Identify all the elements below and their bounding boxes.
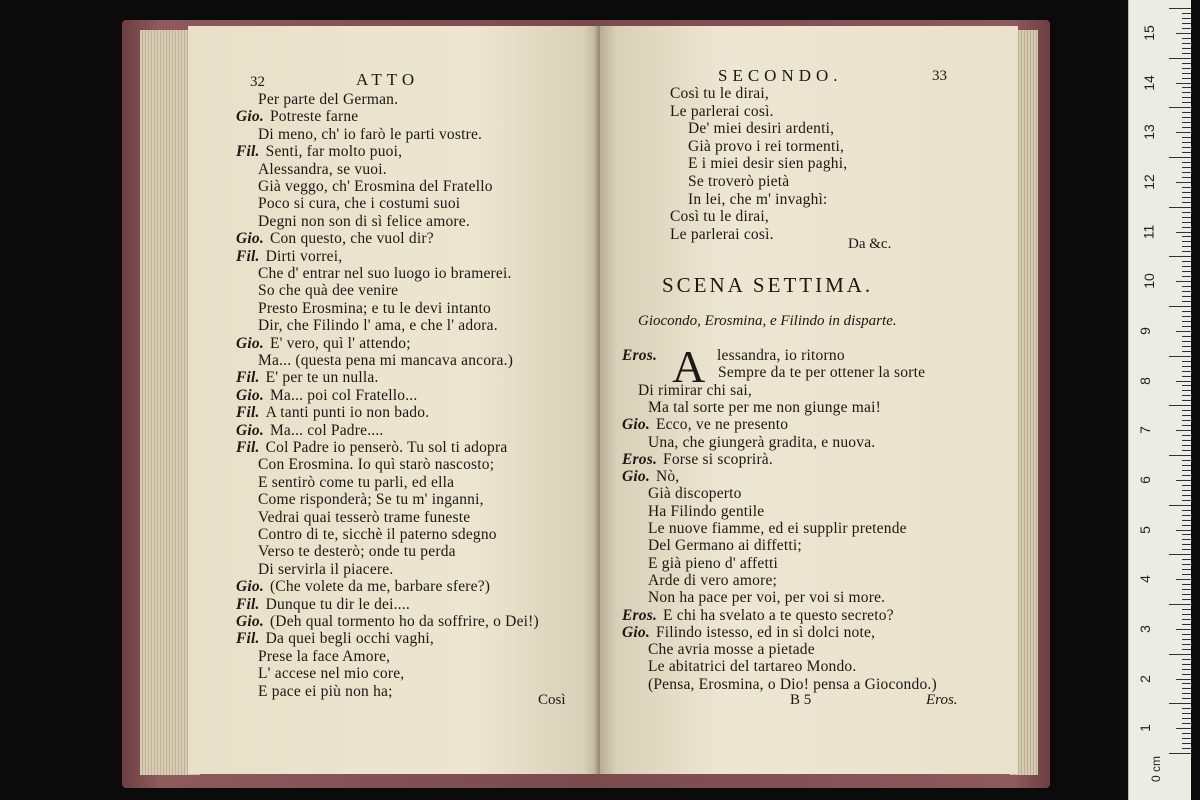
line-text: lessandra, io ritorno xyxy=(717,347,845,364)
speaker-label: Gio. xyxy=(236,421,264,439)
ruler-tick xyxy=(1182,713,1191,714)
ruler-tick xyxy=(1182,525,1191,526)
line-text: Potreste farne xyxy=(269,108,359,126)
ruler-tick xyxy=(1182,619,1191,620)
ruler-tick xyxy=(1182,162,1191,163)
ruler-tick xyxy=(1182,415,1191,416)
ruler-tick xyxy=(1182,584,1191,585)
speaker-label: Gio. xyxy=(236,108,264,126)
ruler-tick xyxy=(1182,271,1191,272)
ruler-tick xyxy=(1182,683,1191,684)
ruler-tick xyxy=(1182,212,1191,213)
ruler-tick xyxy=(1182,236,1191,237)
ruler-tick xyxy=(1182,48,1191,49)
ruler-tick xyxy=(1182,87,1191,88)
line-text: Ecco, ve ne presento xyxy=(655,416,789,434)
speaker-label: Gio. xyxy=(622,468,650,486)
signature-mark: B 5 xyxy=(790,692,812,708)
ruler-tick xyxy=(1182,500,1191,501)
line-text: Del Germano ai diffetti; xyxy=(648,537,802,555)
ruler-tick xyxy=(1182,63,1191,64)
line-text: Ma... poi col Fratello... xyxy=(269,386,418,404)
line-text: Sempre da te per ottener la sorte xyxy=(718,364,926,382)
ruler-tick xyxy=(1182,490,1191,491)
ruler-tick xyxy=(1182,102,1191,103)
measurement-ruler xyxy=(1128,0,1191,800)
ruler-tick xyxy=(1182,450,1191,451)
ruler-tick xyxy=(1182,371,1191,372)
ruler-tick xyxy=(1182,659,1191,660)
ruler-tick xyxy=(1176,182,1191,183)
speaker-label: Gio. xyxy=(622,623,650,641)
ruler-tick xyxy=(1182,589,1191,590)
ruler-tick xyxy=(1182,733,1191,734)
line-text: Dunque tu dir le dei.... xyxy=(265,595,410,613)
ruler-tick xyxy=(1182,197,1191,198)
ruler-number: 15 xyxy=(1140,25,1157,41)
ruler-tick xyxy=(1169,604,1191,605)
ruler-number: 13 xyxy=(1140,124,1157,140)
line-text: Dir, che Filindo l' ama, e che l' adora. xyxy=(258,317,498,335)
right-page xyxy=(600,26,1018,774)
da-capo-mark: Da &c. xyxy=(848,236,892,252)
running-title-left: ATTO xyxy=(356,70,420,89)
ruler-number: 1 xyxy=(1136,724,1153,733)
ruler-tick xyxy=(1169,8,1191,9)
ruler-tick xyxy=(1176,83,1191,84)
ruler-tick xyxy=(1169,654,1191,655)
line-text: Col Padre io penserò. Tu sol ti adopra xyxy=(265,439,508,456)
aria-line: Così tu le dirai, xyxy=(670,208,769,226)
ruler-tick xyxy=(1169,256,1191,257)
line-text: Non ha pace per voi, per voi si more. xyxy=(648,589,886,607)
ruler-tick xyxy=(1176,33,1191,34)
ruler-tick xyxy=(1169,356,1191,357)
ruler-tick xyxy=(1182,599,1191,600)
ruler-tick xyxy=(1182,43,1191,44)
page-number-right: 33 xyxy=(932,68,947,84)
ruler-tick xyxy=(1182,68,1191,69)
line-text: Per parte del German. xyxy=(258,91,399,108)
line-text: Ha Filindo gentile xyxy=(648,502,765,520)
ruler-tick xyxy=(1182,649,1191,650)
ruler-tick xyxy=(1182,569,1191,570)
line-text: Le nuove fiamme, ed ei supplir pretende xyxy=(648,520,907,537)
ruler-tick xyxy=(1182,172,1191,173)
ruler-tick xyxy=(1182,341,1191,342)
speaker-label: Gio. xyxy=(236,334,264,352)
line-text: Ma tal sorte per me non giunge mai! xyxy=(648,398,881,416)
ruler-tick xyxy=(1182,78,1191,79)
ruler-tick xyxy=(1182,723,1191,724)
scene-cast: Giocondo, Erosmina, e Filindo in disparte. xyxy=(638,313,897,329)
ruler-tick xyxy=(1182,624,1191,625)
speaker-label: Fil. xyxy=(236,630,260,648)
ruler-tick xyxy=(1182,698,1191,699)
ruler-tick xyxy=(1182,147,1191,148)
ruler-tick xyxy=(1182,127,1191,128)
ruler-number: 7 xyxy=(1136,426,1153,435)
ruler-tick xyxy=(1169,505,1191,506)
ruler-tick xyxy=(1182,475,1191,476)
ruler-tick xyxy=(1182,311,1191,312)
aria-line: Già provo i rei tormenti, xyxy=(688,137,845,155)
ruler-tick xyxy=(1182,361,1191,362)
line-text: Con questo, che vuol dir? xyxy=(269,230,434,248)
aria-line: Le parlerai così. xyxy=(670,225,774,243)
ruler-tick xyxy=(1182,97,1191,98)
ruler-tick xyxy=(1182,92,1191,93)
ruler-tick xyxy=(1182,634,1191,635)
ruler-tick xyxy=(1182,366,1191,367)
line-text: Con Erosmina. Io quì starò nascosto; xyxy=(258,456,495,474)
ruler-tick xyxy=(1182,296,1191,297)
ruler-tick xyxy=(1169,157,1191,158)
ruler-tick xyxy=(1182,395,1191,396)
ruler-tick xyxy=(1182,336,1191,337)
ruler-tick xyxy=(1182,167,1191,168)
speaker-label: Eros. xyxy=(622,450,658,468)
ruler-tick xyxy=(1182,688,1191,689)
ruler-tick xyxy=(1182,251,1191,252)
line-text: L' accese nel mio core, xyxy=(258,665,405,683)
running-title-right: SECONDO. xyxy=(718,66,843,85)
ruler-tick xyxy=(1182,460,1191,461)
ruler-tick xyxy=(1182,38,1191,39)
ruler-tick xyxy=(1182,117,1191,118)
line-text: Senti, far molto puoi, xyxy=(265,143,403,161)
ruler-tick xyxy=(1182,261,1191,262)
ruler-tick xyxy=(1182,18,1191,19)
ruler-tick xyxy=(1182,351,1191,352)
ruler-tick xyxy=(1176,132,1191,133)
line-text: E sentirò come tu parli, ed ella xyxy=(258,473,455,491)
line-text: Già veggo, ch' Erosmina del Fratello xyxy=(258,178,493,195)
ruler-tick xyxy=(1182,564,1191,565)
speaker-label: Fil. xyxy=(236,595,260,613)
ruler-tick xyxy=(1182,594,1191,595)
line-text: Dirti vorrei, xyxy=(265,247,343,265)
ruler-tick xyxy=(1182,385,1191,386)
ruler-tick xyxy=(1169,753,1191,754)
ruler-tick xyxy=(1182,217,1191,218)
ruler-tick xyxy=(1169,455,1191,456)
ruler-tick xyxy=(1182,286,1191,287)
ruler-number: 2 xyxy=(1136,674,1153,683)
ruler-tick xyxy=(1182,549,1191,550)
ruler-tick xyxy=(1182,266,1191,267)
ruler-number: 10 xyxy=(1140,273,1157,289)
line-text: (Deh qual tormento ho da soffrire, o Dei!) xyxy=(269,613,539,630)
speaker-label: Fil. xyxy=(236,143,260,161)
ruler-tick xyxy=(1182,400,1191,401)
ruler-tick xyxy=(1182,316,1191,317)
line-text: Di rimirar chi sai, xyxy=(638,381,752,399)
ruler-tick xyxy=(1182,574,1191,575)
ruler-number: 3 xyxy=(1136,624,1153,633)
ruler-tick xyxy=(1182,222,1191,223)
line-text: Come risponderà; Se tu m' inganni, xyxy=(258,491,484,509)
ruler-tick xyxy=(1182,410,1191,411)
speaker-label: Fil. xyxy=(236,247,260,265)
ruler-tick xyxy=(1182,470,1191,471)
ruler-number: 4 xyxy=(1136,575,1153,584)
ruler-tick xyxy=(1182,376,1191,377)
speaker-label: Fil. xyxy=(236,439,260,456)
ruler-tick xyxy=(1182,246,1191,247)
scene-heading: SCENA SETTIMA. xyxy=(662,273,874,297)
text-line xyxy=(258,682,393,702)
ruler-tick xyxy=(1176,381,1191,382)
ruler-tick xyxy=(1182,346,1191,347)
aria-line: E i miei desir sien paghi, xyxy=(688,155,848,173)
speaker-label: Fil. xyxy=(236,369,260,387)
line-text: E già pieno d' affetti xyxy=(648,554,779,572)
ruler-tick xyxy=(1176,530,1191,531)
speaker-label: Gio. xyxy=(236,386,264,404)
ruler-tick xyxy=(1182,425,1191,426)
ruler-tick xyxy=(1182,445,1191,446)
ruler-tick xyxy=(1182,122,1191,123)
aria-line: In lei, che m' invaghì: xyxy=(688,190,828,208)
ruler-tick xyxy=(1182,291,1191,292)
ruler-tick xyxy=(1182,321,1191,322)
ruler-tick xyxy=(1182,644,1191,645)
aria-line: Così tu le dirai, xyxy=(670,85,769,102)
ruler-tick xyxy=(1182,192,1191,193)
ruler-tick xyxy=(1182,534,1191,535)
ruler-tick xyxy=(1182,276,1191,277)
speaker-label: Eros. xyxy=(622,606,658,624)
ruler-tick xyxy=(1176,579,1191,580)
line-text: Le abitatrici del tartareo Mondo. xyxy=(648,658,857,676)
line-text: Ma... (questa pena mi mancava ancora.) xyxy=(258,352,514,369)
ruler-number: 12 xyxy=(1140,174,1157,190)
line-text: Di servirla il piacere. xyxy=(258,560,394,578)
ruler-number: 6 xyxy=(1136,475,1153,484)
line-text: Presto Erosmina; e tu le devi intanto xyxy=(258,299,491,317)
line-text: E pace ei più non ha; xyxy=(258,682,393,700)
ruler-tick xyxy=(1182,112,1191,113)
catchword-left: Così xyxy=(538,692,566,708)
ruler-tick xyxy=(1169,554,1191,555)
line-text: Che d' entrar nel suo luogo io bramerei. xyxy=(258,265,512,282)
line-text: Ma... col Padre.... xyxy=(269,421,384,439)
ruler-number: 9 xyxy=(1136,326,1153,335)
ruler-tick xyxy=(1169,405,1191,406)
ruler-tick xyxy=(1176,629,1191,630)
ruler-tick xyxy=(1182,227,1191,228)
line-text: Contro di te, sicchè il paterno sdegno xyxy=(258,526,497,543)
line-text: E' per te un nulla. xyxy=(265,369,379,387)
ruler-tick xyxy=(1176,430,1191,431)
line-text: Filindo istesso, ed in sì dolci note, xyxy=(655,623,876,641)
ruler-tick xyxy=(1182,609,1191,610)
ruler-tick xyxy=(1182,539,1191,540)
line-text: Verso te desterò; onde tu perda xyxy=(258,543,456,561)
ruler-tick xyxy=(1182,326,1191,327)
ruler-tick xyxy=(1182,202,1191,203)
ruler-tick xyxy=(1182,510,1191,511)
speaker-label: Fil. xyxy=(236,404,260,422)
line-text: Vedrai quai tesserò trame funeste xyxy=(258,508,471,526)
aria-line: Se troverò pietà xyxy=(688,173,790,190)
aria-line: De' miei desiri ardenti, xyxy=(688,120,835,138)
ruler-tick xyxy=(1182,137,1191,138)
ruler-tick xyxy=(1182,718,1191,719)
ruler-tick xyxy=(1182,53,1191,54)
ruler-tick xyxy=(1182,435,1191,436)
ruler-tick xyxy=(1176,480,1191,481)
ruler-tick xyxy=(1169,306,1191,307)
ruler-number: 11 xyxy=(1140,224,1157,239)
ruler-tick xyxy=(1182,515,1191,516)
aria-line: Le parlerai così. xyxy=(670,102,774,120)
page-number-left: 32 xyxy=(250,74,265,90)
ruler-tick xyxy=(1176,281,1191,282)
speaker-label: Gio. xyxy=(236,578,264,596)
line-text: Nò, xyxy=(655,468,680,486)
ruler-number: 8 xyxy=(1136,376,1153,385)
line-text: A tanti punti io non bado. xyxy=(265,404,430,422)
line-text: Di meno, ch' io farò le parti vostre. xyxy=(258,125,483,143)
line-text: Una, che giungerà gradita, e nuova. xyxy=(648,433,876,451)
line-text: Prese la face Amore, xyxy=(258,647,391,665)
speaker-label: Gio. xyxy=(236,230,264,248)
ruler-number: 14 xyxy=(1140,74,1157,91)
line-text: Che avria mosse a pietade xyxy=(648,641,815,659)
ruler-tick xyxy=(1176,331,1191,332)
ruler-tick xyxy=(1182,465,1191,466)
ruler-tick xyxy=(1182,13,1191,14)
ruler-tick xyxy=(1182,23,1191,24)
ruler-tick xyxy=(1182,177,1191,178)
ruler-tick xyxy=(1182,485,1191,486)
line-text: Forse si scoprirà. xyxy=(663,450,773,468)
ruler-tick xyxy=(1176,679,1191,680)
line-text: So che quà dee venire xyxy=(258,282,399,300)
line-text: Arde di vero amore; xyxy=(648,571,778,589)
ruler-tick xyxy=(1182,738,1191,739)
line-text: (Pensa, Erosmina, o Dio! pensa a Giocondo.) xyxy=(648,675,937,693)
ruler-tick xyxy=(1182,301,1191,302)
ruler-tick xyxy=(1182,669,1191,670)
ruler-tick xyxy=(1182,420,1191,421)
ruler-tick xyxy=(1176,728,1191,729)
ruler-tick xyxy=(1169,703,1191,704)
ruler-tick xyxy=(1182,187,1191,188)
line-text: Alessandra, se vuoi. xyxy=(258,160,387,178)
ruler-tick xyxy=(1182,614,1191,615)
ruler-tick xyxy=(1182,152,1191,153)
line-text: Poco si cura, che i costumi suoi xyxy=(258,195,461,213)
ruler-unit-label: 0 cm xyxy=(1149,755,1164,783)
ruler-tick xyxy=(1182,440,1191,441)
ruler-tick xyxy=(1182,142,1191,143)
ruler-tick xyxy=(1169,58,1191,59)
speaker-label: Gio. xyxy=(622,416,650,434)
ruler-tick xyxy=(1176,232,1191,233)
ruler-tick xyxy=(1169,207,1191,208)
line-text: Già discoperto xyxy=(648,485,742,503)
ruler-tick xyxy=(1182,708,1191,709)
left-page xyxy=(188,26,600,774)
line-text: (Che volete da me, barbare sfere?) xyxy=(269,578,491,596)
ruler-tick xyxy=(1182,664,1191,665)
ruler-tick xyxy=(1182,28,1191,29)
ruler-tick xyxy=(1182,544,1191,545)
ruler-tick xyxy=(1182,520,1191,521)
ruler-tick xyxy=(1182,495,1191,496)
ruler-tick xyxy=(1182,241,1191,242)
speaker-label: Eros. xyxy=(622,347,658,364)
ruler-tick xyxy=(1182,693,1191,694)
drop-cap: A xyxy=(672,341,706,392)
ruler-number: 5 xyxy=(1136,525,1153,534)
ruler-tick xyxy=(1182,743,1191,744)
ruler-tick xyxy=(1169,107,1191,108)
speaker-label: Gio. xyxy=(236,613,264,630)
ruler-tick xyxy=(1182,73,1191,74)
ruler-tick xyxy=(1182,390,1191,391)
line-text: Da quei begli occhi vaghi, xyxy=(265,630,434,648)
ruler-tick xyxy=(1182,639,1191,640)
catchword-right: Eros. xyxy=(926,692,958,708)
line-text: E' vero, quì l' attendo; xyxy=(269,334,411,352)
ruler-tick xyxy=(1182,674,1191,675)
ruler-tick xyxy=(1182,748,1191,749)
line-text: Degni non son di sì felice amore. xyxy=(258,212,470,230)
ruler-tick xyxy=(1182,559,1191,560)
line-text: E chi ha svelato a te questo secreto? xyxy=(663,606,894,624)
